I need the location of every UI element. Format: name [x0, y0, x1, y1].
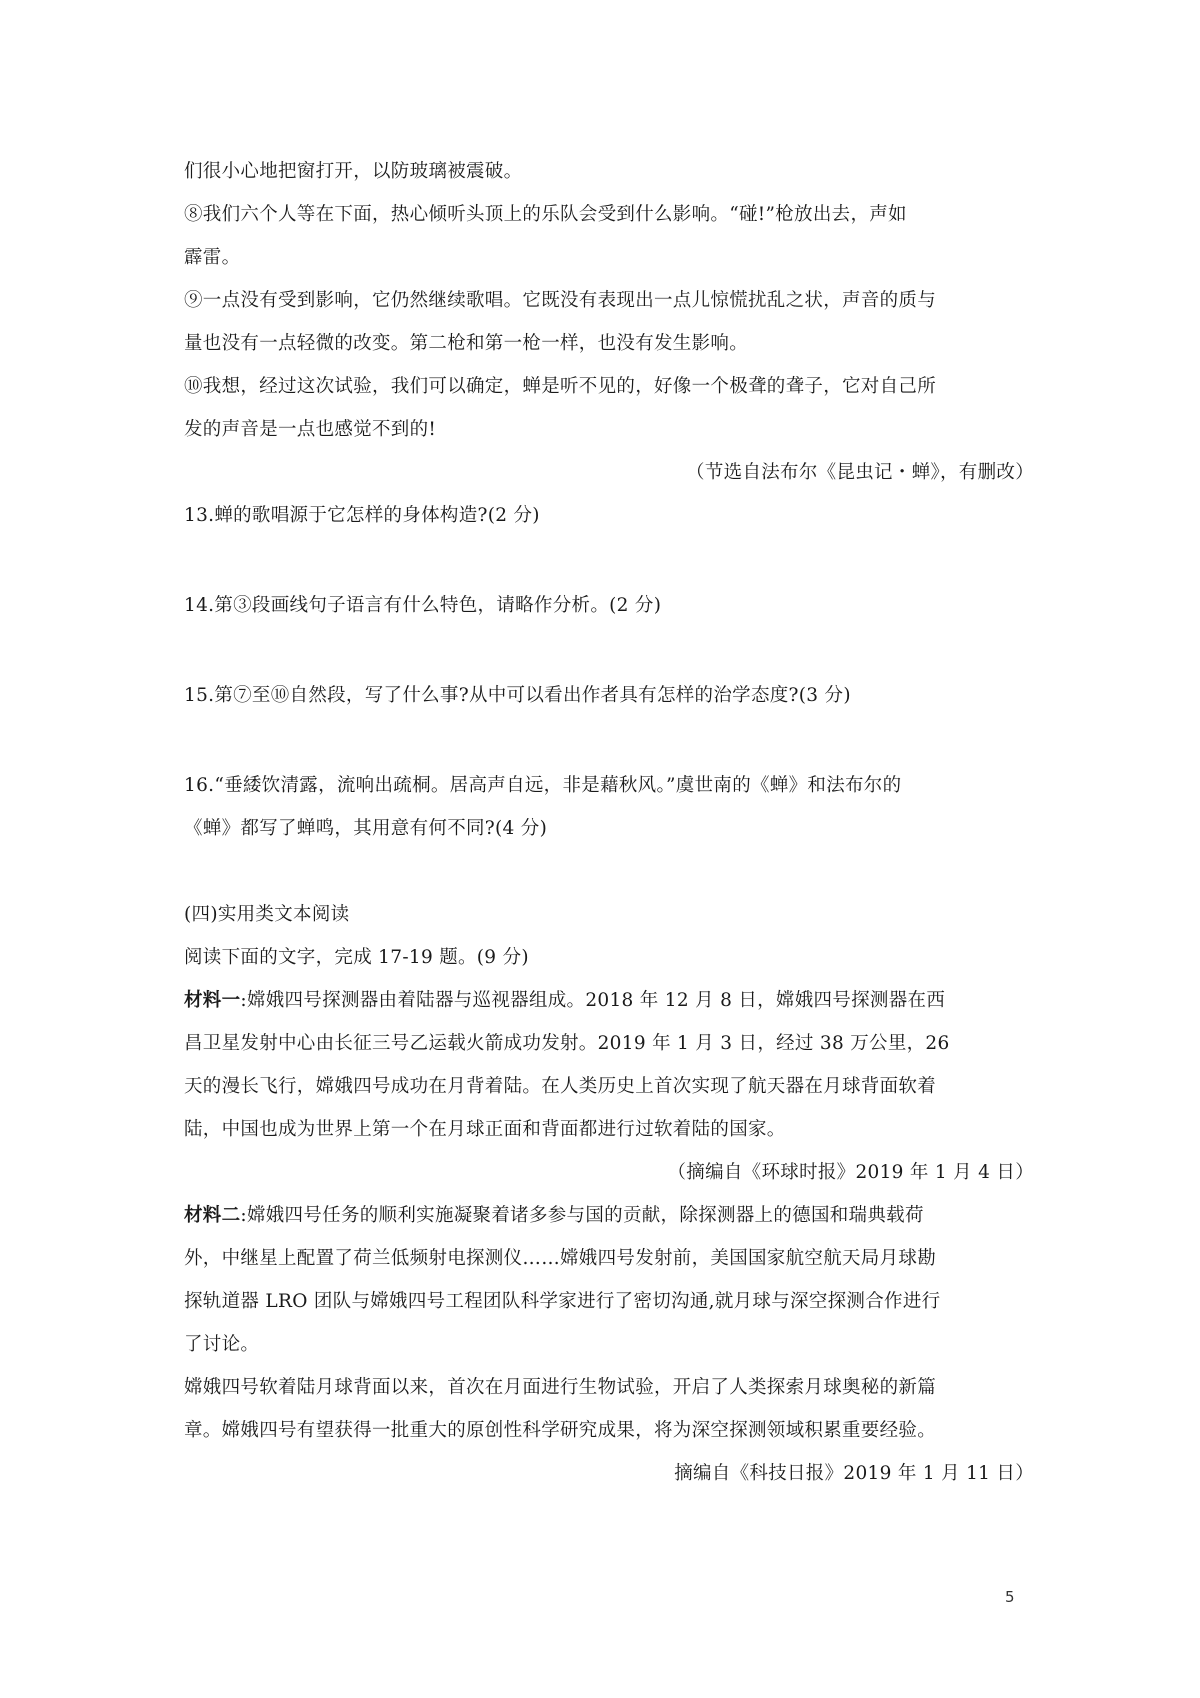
question-16: 16.“垂緌饮清露，流响出疏桐。居高声自远，非是藉秋风。”虞世南的《蝉》和法布尔的	[184, 775, 902, 796]
material-2-line: 嫦娥四号软着陆月球背面以来，首次在月面进行生物试验，开启了人类探索月球奥秘的新篇	[184, 1377, 937, 1398]
passage-line: ⑨一点没有受到影响，它仍然继续歌唱。它既没有表现出一点儿惊慌扰乱之状，声音的质与	[184, 290, 937, 311]
material-1-text: :嫦娥四号探测器由着陆器与巡视器组成。2018 年 12 月 8 日，嫦娥四号探测器在西	[240, 990, 946, 1011]
answer-space	[184, 717, 1034, 764]
question-13: 13.蝉的歌唱源于它怎样的身体构造?(2 分)	[184, 505, 540, 526]
material-2-line: 了讨论。	[184, 1334, 260, 1355]
question-16-continued: 《蝉》都写了蝉鸣，其用意有何不同?(4 分)	[184, 818, 548, 839]
material-2-source: 摘编自《科技日报》2019 年 1 月 11 日）	[674, 1463, 1034, 1484]
passage-source: （节选自法布尔《昆虫记・蝉》，有删改）	[686, 462, 1034, 483]
page-number: 5	[1005, 1588, 1015, 1606]
question-14: 14.第③段画线句子语言有什么特色，请略作分析。(2 分)	[184, 595, 662, 616]
material-2-label: 材料二	[184, 1205, 241, 1226]
material-1-line: 天的漫长飞行，嫦娥四号成功在月背着陆。在人类历史上首次实现了航天器在月球背面软着	[184, 1076, 937, 1097]
section-title: (四)实用类文本阅读	[184, 904, 350, 925]
passage-line: 量也没有一点轻微的改变。第二枪和第一枪一样，也没有发生影响。	[184, 333, 749, 354]
passage-line: 霹雷。	[184, 247, 241, 268]
answer-space	[184, 537, 1034, 584]
material-2-line: 外，中继星上配置了荷兰低频射电探测仪……嫦娥四号发射前，美国国家航空航天局月球勘	[184, 1248, 937, 1269]
passage-line: 发的声音是一点也感觉不到的!	[184, 419, 437, 440]
material-1-label: 材料一	[184, 990, 241, 1011]
material-1-source: （摘编自《环球时报》2019 年 1 月 4 日）	[667, 1162, 1034, 1183]
passage-line: ⑧我们六个人等在下面，热心倾听头顶上的乐队会受到什么影响。“碰!”枪放出去，声如	[184, 204, 907, 225]
document-page	[184, 150, 1034, 1495]
material-2-line: 探轨道器 LRO 团队与嫦娥四号工程团队科学家进行了密切沟通,就月球与深空探测合作进行	[184, 1291, 941, 1312]
material-2-line	[184, 1194, 1034, 1237]
passage-line: ⑩我想，经过这次试验，我们可以确定，蝉是听不见的，好像一个极聋的聋子，它对自己所	[184, 376, 937, 397]
section-instruction: 阅读下面的文字，完成 17-19 题。(9 分)	[184, 947, 529, 968]
material-2-text: :嫦娥四号任务的顺利实施凝聚着诸多参与国的贡献，除探测器上的德国和瑞典载荷	[240, 1205, 924, 1226]
passage-line: 们很小心地把窗打开，以防玻璃被震破。	[184, 161, 523, 182]
material-2-line: 章。嫦娥四号有望获得一批重大的原创性科学研究成果，将为深空探测领域积累重要经验。	[184, 1420, 937, 1441]
question-15: 15.第⑦至⑩自然段，写了什么事?从中可以看出作者具有怎样的治学态度?(3 分)	[184, 685, 851, 706]
answer-space	[184, 850, 1034, 893]
material-1-line: 昌卫星发射中心由长征三号乙运载火箭成功发射。2019 年 1 月 3 日，经过 38 万公里，26	[184, 1033, 950, 1054]
answer-space	[184, 627, 1034, 674]
material-1-line: 陆，中国也成为世界上第一个在月球正面和背面都进行过软着陆的国家。	[184, 1119, 786, 1140]
material-1-line	[184, 979, 1034, 1022]
